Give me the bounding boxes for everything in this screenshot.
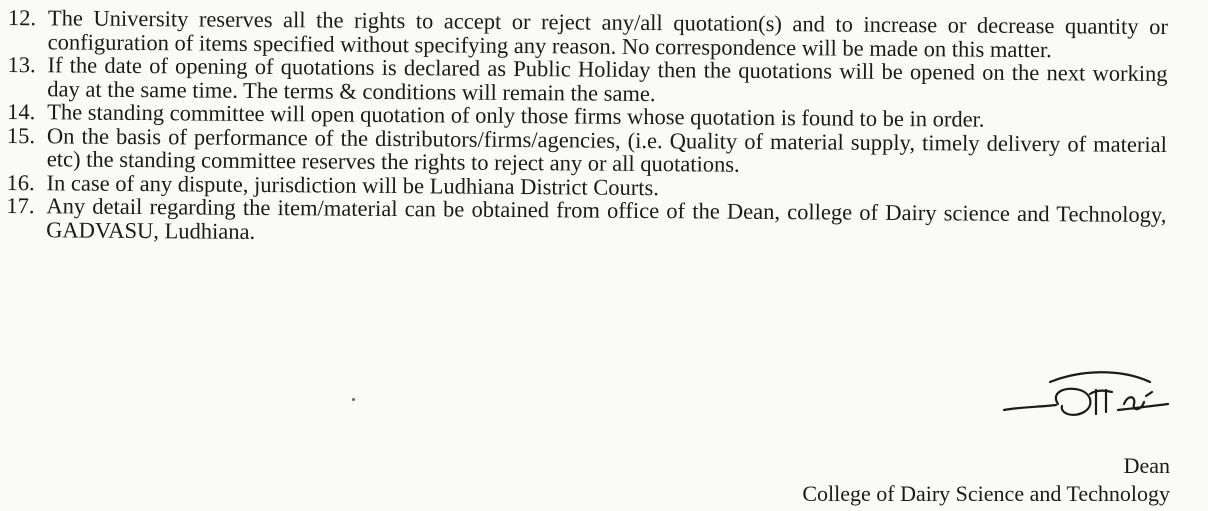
clause-17 [6, 194, 1166, 250]
clause-text: In case of any dispute, jurisdiction will be Ludhiana District Courts. [46, 169, 660, 200]
clause-number: 16. [6, 169, 35, 195]
clause-number: 12. [7, 5, 37, 31]
clause-text: The University reserves all the rights to accept or reject any/all quotation(s) and to increase or decrease quantity or configuration of items specified without specifying any reason. No correspondence will be made on this matter. [47, 5, 1168, 62]
clause-text: If the date of opening of quotations is declared as Public Holiday then the quotations will be opened on the next working day at the same time. The terms & conditions will remain the same. [47, 52, 1168, 106]
terms-clause-list [6, 6, 1168, 250]
clause-number: 15. [6, 122, 36, 148]
signatory-block [802, 452, 1170, 508]
clause-text: Any detail regarding the item/material can be obtained from office of the Dean, college of Dairy science and Technology, GADVASU, Ludhiana. [46, 193, 1167, 244]
signatory-institution: College of Dairy Science and Technology [802, 481, 1170, 506]
clause-number: 14. [7, 98, 36, 125]
ink-speck [352, 398, 355, 401]
handwritten-signature-icon [1000, 360, 1170, 430]
clause-number: 13. [7, 51, 36, 78]
clause-number: 17. [6, 192, 35, 219]
clause-text: On the basis of performance of the distributors/firms/agencies, (i.e. Quality of material supply, timely delivery of material etc) the standing committee reserves the rights to reject any or all quotations. [46, 122, 1168, 177]
signatory-designation: Dean [1123, 453, 1170, 478]
clause-text: The standing committee will open quotation of only those firms whose quotation is found to be in order. [47, 99, 985, 132]
